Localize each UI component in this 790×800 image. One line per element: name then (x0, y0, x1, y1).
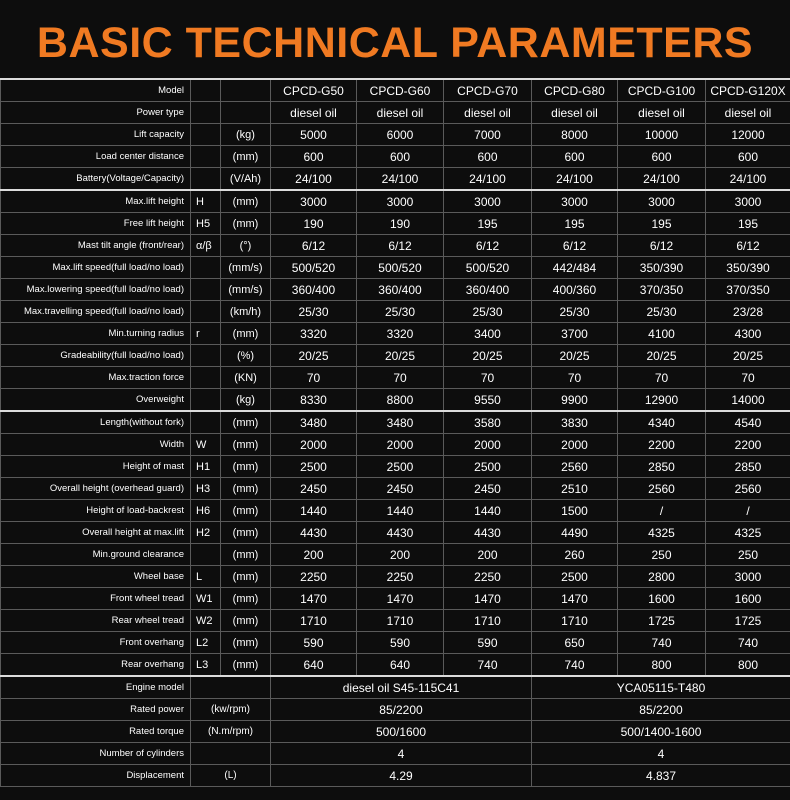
row-value: / (618, 500, 706, 522)
row-value: 70 (444, 367, 532, 389)
engine-label: Engine model (1, 676, 191, 699)
table-row (1, 102, 790, 124)
row-value: 70 (271, 367, 357, 389)
row-value: 195 (444, 213, 532, 235)
row-value: 20/25 (444, 345, 532, 367)
row-value: 6/12 (357, 235, 444, 257)
table-row (1, 544, 790, 566)
spec-table (0, 78, 790, 787)
row-label: Overall height at max.lift (1, 522, 191, 544)
row-value: diesel oil (532, 102, 618, 124)
row-label: Lift capacity (1, 124, 191, 146)
row-unit: (mm) (221, 411, 271, 434)
table-row (1, 168, 790, 191)
table-row (1, 213, 790, 235)
row-unit: (mm) (221, 190, 271, 213)
row-symbol: α/β (191, 235, 221, 257)
row-value: 14000 (706, 389, 790, 412)
row-value: 2560 (532, 456, 618, 478)
row-value: 200 (357, 544, 444, 566)
row-symbol (191, 411, 221, 434)
row-value: 1600 (706, 588, 790, 610)
row-value: 370/350 (706, 279, 790, 301)
row-value: 70 (357, 367, 444, 389)
row-label: Gradeability(full load/no load) (1, 345, 191, 367)
row-value: 10000 (618, 124, 706, 146)
row-value: 25/30 (271, 301, 357, 323)
row-value: 6/12 (532, 235, 618, 257)
table-row (1, 632, 790, 654)
row-unit: (mm) (221, 544, 271, 566)
engine-label: Rated torque (1, 721, 191, 743)
row-value: 9550 (444, 389, 532, 412)
row-value: 740 (706, 632, 790, 654)
engine-value-g50-g80: 500/1600 (271, 721, 532, 743)
table-row (1, 434, 790, 456)
row-value: 2500 (271, 456, 357, 478)
row-value: 1710 (271, 610, 357, 632)
row-label: Max.travelling speed(full load/no load) (1, 301, 191, 323)
row-symbol (191, 389, 221, 412)
row-value: 20/25 (706, 345, 790, 367)
row-value: 360/400 (271, 279, 357, 301)
engine-value-g100-g120: 85/2200 (532, 699, 790, 721)
row-value: 2850 (706, 456, 790, 478)
engine-label: Displacement (1, 765, 191, 787)
row-value: 350/390 (618, 257, 706, 279)
row-value: 190 (357, 213, 444, 235)
row-value: 25/30 (532, 301, 618, 323)
row-value: 20/25 (271, 345, 357, 367)
row-value: diesel oil (271, 102, 357, 124)
row-symbol: H6 (191, 500, 221, 522)
engine-value-g50-g80: 85/2200 (271, 699, 532, 721)
engine-value-g50-g80: 4.29 (271, 765, 532, 787)
row-value: 2800 (618, 566, 706, 588)
table-row (1, 323, 790, 345)
row-value: 24/100 (706, 168, 790, 191)
row-value: 600 (357, 146, 444, 168)
row-label: Max.traction force (1, 367, 191, 389)
row-value: 25/30 (357, 301, 444, 323)
row-unit: (mm) (221, 146, 271, 168)
row-label: Max.lift height (1, 190, 191, 213)
row-value: 3000 (357, 190, 444, 213)
row-value: 4430 (444, 522, 532, 544)
engine-unit (191, 676, 271, 699)
row-symbol (191, 345, 221, 367)
row-value: 600 (271, 146, 357, 168)
row-value: 6/12 (444, 235, 532, 257)
row-value: 24/100 (271, 168, 357, 191)
row-symbol (191, 168, 221, 191)
row-symbol (191, 367, 221, 389)
row-label: Min.turning radius (1, 323, 191, 345)
row-value: 4325 (706, 522, 790, 544)
row-unit: (mm) (221, 522, 271, 544)
engine-row (1, 721, 790, 743)
row-unit: (mm/s) (221, 257, 271, 279)
row-value: 6/12 (271, 235, 357, 257)
row-value: 3320 (357, 323, 444, 345)
row-value: 190 (271, 213, 357, 235)
row-value: 2500 (357, 456, 444, 478)
row-value: 2850 (618, 456, 706, 478)
row-value: 8000 (532, 124, 618, 146)
row-value: 1470 (444, 588, 532, 610)
row-unit: (mm) (221, 434, 271, 456)
row-value: 8330 (271, 389, 357, 412)
row-value: 3000 (532, 190, 618, 213)
row-symbol (191, 279, 221, 301)
row-value: 24/100 (357, 168, 444, 191)
row-value: 360/400 (444, 279, 532, 301)
row-value: 600 (618, 146, 706, 168)
row-value: 195 (618, 213, 706, 235)
row-value: 12000 (706, 124, 790, 146)
row-unit: (mm) (221, 610, 271, 632)
row-value: 9900 (532, 389, 618, 412)
row-value: 3580 (444, 411, 532, 434)
row-value: 6/12 (618, 235, 706, 257)
row-value: 2200 (706, 434, 790, 456)
row-label: Height of load-backrest (1, 500, 191, 522)
row-unit: (%) (221, 345, 271, 367)
model-name: CPCD-G100 (618, 79, 706, 102)
row-value: 800 (706, 654, 790, 677)
table-row (1, 610, 790, 632)
row-unit: (mm) (221, 323, 271, 345)
row-value: 20/25 (618, 345, 706, 367)
row-value: 800 (618, 654, 706, 677)
row-value: 23/28 (706, 301, 790, 323)
row-value: 2000 (357, 434, 444, 456)
model-name: CPCD-G60 (357, 79, 444, 102)
row-symbol: H5 (191, 213, 221, 235)
engine-value-g100-g120: YCA05115-T480 (532, 676, 790, 699)
row-value: 3000 (271, 190, 357, 213)
row-value: 4340 (618, 411, 706, 434)
row-value: 590 (357, 632, 444, 654)
row-value: 3830 (532, 411, 618, 434)
row-unit: (kg) (221, 124, 271, 146)
table-row (1, 654, 790, 677)
table-row (1, 588, 790, 610)
row-value: 4540 (706, 411, 790, 434)
row-value: diesel oil (706, 102, 790, 124)
row-value: 70 (618, 367, 706, 389)
row-value: 3000 (618, 190, 706, 213)
row-value: 1440 (357, 500, 444, 522)
engine-unit: (L) (191, 765, 271, 787)
table-row (1, 456, 790, 478)
row-label: Mast tilt angle (front/rear) (1, 235, 191, 257)
row-value: 2560 (618, 478, 706, 500)
table-row (1, 500, 790, 522)
row-value: 6000 (357, 124, 444, 146)
engine-row (1, 699, 790, 721)
row-unit: (°) (221, 235, 271, 257)
row-value: 1600 (618, 588, 706, 610)
row-value: 2250 (271, 566, 357, 588)
row-value: 3480 (271, 411, 357, 434)
row-value: 2450 (271, 478, 357, 500)
row-symbol: H3 (191, 478, 221, 500)
table-row (1, 389, 790, 412)
row-label: Battery(Voltage/Capacity) (1, 168, 191, 191)
model-name: CPCD-G50 (271, 79, 357, 102)
row-value: 1500 (532, 500, 618, 522)
table-row (1, 345, 790, 367)
engine-row (1, 743, 790, 765)
row-symbol: L3 (191, 654, 221, 677)
row-symbol (191, 257, 221, 279)
row-value: 4100 (618, 323, 706, 345)
table-row (1, 367, 790, 389)
row-value: diesel oil (357, 102, 444, 124)
row-value: 20/25 (532, 345, 618, 367)
engine-unit: (N.m/rpm) (191, 721, 271, 743)
engine-label: Number of cylinders (1, 743, 191, 765)
row-symbol (191, 124, 221, 146)
row-value: 600 (532, 146, 618, 168)
row-value: 600 (444, 146, 532, 168)
table-row (1, 478, 790, 500)
table-row (1, 235, 790, 257)
row-value: 1725 (706, 610, 790, 632)
row-value: 3700 (532, 323, 618, 345)
row-label: Front wheel tread (1, 588, 191, 610)
row-value: 1710 (444, 610, 532, 632)
model-name: CPCD-G120X (706, 79, 790, 102)
row-symbol (191, 102, 221, 124)
row-value: 1470 (532, 588, 618, 610)
row-value: 2000 (444, 434, 532, 456)
row-value: 3320 (271, 323, 357, 345)
row-symbol: L (191, 566, 221, 588)
row-value: 8800 (357, 389, 444, 412)
row-unit: (mm/s) (221, 279, 271, 301)
row-value: 2000 (532, 434, 618, 456)
row-unit: (V/Ah) (221, 168, 271, 191)
row-unit: (kg) (221, 389, 271, 412)
row-label: Max.lift speed(full load/no load) (1, 257, 191, 279)
row-value: 2500 (444, 456, 532, 478)
row-value: 2560 (706, 478, 790, 500)
row-symbol: W (191, 434, 221, 456)
row-symbol (191, 146, 221, 168)
row-value: 1710 (532, 610, 618, 632)
row-value: 195 (532, 213, 618, 235)
row-unit: (mm) (221, 632, 271, 654)
row-unit: (mm) (221, 478, 271, 500)
model-label: Model (1, 79, 191, 102)
row-value: 4490 (532, 522, 618, 544)
row-value: diesel oil (618, 102, 706, 124)
row-value: 25/30 (444, 301, 532, 323)
sym-cell (191, 79, 221, 102)
row-value: 250 (618, 544, 706, 566)
row-unit: (mm) (221, 500, 271, 522)
row-value: 70 (532, 367, 618, 389)
row-value: diesel oil (444, 102, 532, 124)
row-value: 7000 (444, 124, 532, 146)
engine-value-g100-g120: 4 (532, 743, 790, 765)
row-value: 20/25 (357, 345, 444, 367)
model-name: CPCD-G70 (444, 79, 532, 102)
row-unit: (mm) (221, 566, 271, 588)
row-value: 25/30 (618, 301, 706, 323)
row-value: / (706, 500, 790, 522)
table-row (1, 301, 790, 323)
row-value: 1440 (444, 500, 532, 522)
row-value: 1710 (357, 610, 444, 632)
row-unit: (mm) (221, 213, 271, 235)
table-row (1, 279, 790, 301)
row-value: 600 (706, 146, 790, 168)
row-value: 3000 (706, 566, 790, 588)
row-value: 250 (706, 544, 790, 566)
row-value: 4325 (618, 522, 706, 544)
unit-cell (221, 79, 271, 102)
row-unit: (mm) (221, 588, 271, 610)
row-value: 3480 (357, 411, 444, 434)
row-symbol: H (191, 190, 221, 213)
row-value: 400/360 (532, 279, 618, 301)
row-value: 500/520 (357, 257, 444, 279)
engine-value-g100-g120: 500/1400-1600 (532, 721, 790, 743)
row-label: Max.lowering speed(full load/no load) (1, 279, 191, 301)
table-header-row (1, 79, 790, 102)
engine-unit (191, 743, 271, 765)
row-value: 640 (357, 654, 444, 677)
row-value: 70 (706, 367, 790, 389)
row-unit: (km/h) (221, 301, 271, 323)
row-value: 640 (271, 654, 357, 677)
row-symbol: L2 (191, 632, 221, 654)
row-value: 260 (532, 544, 618, 566)
table-row (1, 124, 790, 146)
row-value: 650 (532, 632, 618, 654)
row-value: 1725 (618, 610, 706, 632)
row-label: Wheel base (1, 566, 191, 588)
row-value: 2500 (532, 566, 618, 588)
row-unit (221, 102, 271, 124)
row-value: 1470 (271, 588, 357, 610)
row-value: 1440 (271, 500, 357, 522)
row-value: 12900 (618, 389, 706, 412)
row-value: 2250 (444, 566, 532, 588)
row-value: 740 (618, 632, 706, 654)
model-name: CPCD-G80 (532, 79, 618, 102)
row-value: 2200 (618, 434, 706, 456)
table-row (1, 411, 790, 434)
row-value: 3000 (444, 190, 532, 213)
row-label: Overall height (overhead guard) (1, 478, 191, 500)
row-symbol: r (191, 323, 221, 345)
row-symbol: H2 (191, 522, 221, 544)
row-value: 200 (271, 544, 357, 566)
engine-row (1, 765, 790, 787)
row-value: 2000 (271, 434, 357, 456)
row-value: 6/12 (706, 235, 790, 257)
row-value: 3000 (706, 190, 790, 213)
row-value: 200 (444, 544, 532, 566)
row-value: 442/484 (532, 257, 618, 279)
engine-label: Rated power (1, 699, 191, 721)
row-symbol: W1 (191, 588, 221, 610)
row-value: 740 (532, 654, 618, 677)
row-value: 4430 (271, 522, 357, 544)
row-value: 740 (444, 654, 532, 677)
row-label: Min.ground clearance (1, 544, 191, 566)
row-label: Height of mast (1, 456, 191, 478)
page-title: BASIC TECHNICAL PARAMETERS (36, 19, 754, 67)
row-value: 590 (444, 632, 532, 654)
row-label: Load center distance (1, 146, 191, 168)
row-label: Width (1, 434, 191, 456)
row-symbol (191, 544, 221, 566)
row-label: Length(without fork) (1, 411, 191, 434)
row-value: 24/100 (532, 168, 618, 191)
row-value: 360/400 (357, 279, 444, 301)
table-row (1, 257, 790, 279)
row-value: 500/520 (271, 257, 357, 279)
table-row (1, 566, 790, 588)
engine-value-g50-g80: 4 (271, 743, 532, 765)
row-value: 4300 (706, 323, 790, 345)
row-value: 3400 (444, 323, 532, 345)
row-symbol: W2 (191, 610, 221, 632)
engine-row (1, 676, 790, 699)
table-row (1, 146, 790, 168)
row-value: 2450 (357, 478, 444, 500)
row-label: Rear wheel tread (1, 610, 191, 632)
row-value: 370/350 (618, 279, 706, 301)
row-unit: (mm) (221, 654, 271, 677)
table-row (1, 190, 790, 213)
row-value: 24/100 (444, 168, 532, 191)
row-value: 500/520 (444, 257, 532, 279)
row-value: 2250 (357, 566, 444, 588)
row-value: 2450 (444, 478, 532, 500)
row-value: 195 (706, 213, 790, 235)
row-label: Rear overhang (1, 654, 191, 677)
engine-value-g100-g120: 4.837 (532, 765, 790, 787)
row-value: 2510 (532, 478, 618, 500)
row-label: Front overhang (1, 632, 191, 654)
row-label: Free lift height (1, 213, 191, 235)
row-value: 4430 (357, 522, 444, 544)
row-unit: (mm) (221, 456, 271, 478)
engine-value-g50-g80: diesel oil S45-115C41 (271, 676, 532, 699)
row-value: 590 (271, 632, 357, 654)
row-symbol (191, 301, 221, 323)
row-value: 1470 (357, 588, 444, 610)
row-value: 350/390 (706, 257, 790, 279)
row-label: Overweight (1, 389, 191, 412)
row-value: 24/100 (618, 168, 706, 191)
row-value: 5000 (271, 124, 357, 146)
engine-unit: (kw/rpm) (191, 699, 271, 721)
row-label: Power type (1, 102, 191, 124)
table-row (1, 522, 790, 544)
row-unit: (KN) (221, 367, 271, 389)
row-symbol: H1 (191, 456, 221, 478)
